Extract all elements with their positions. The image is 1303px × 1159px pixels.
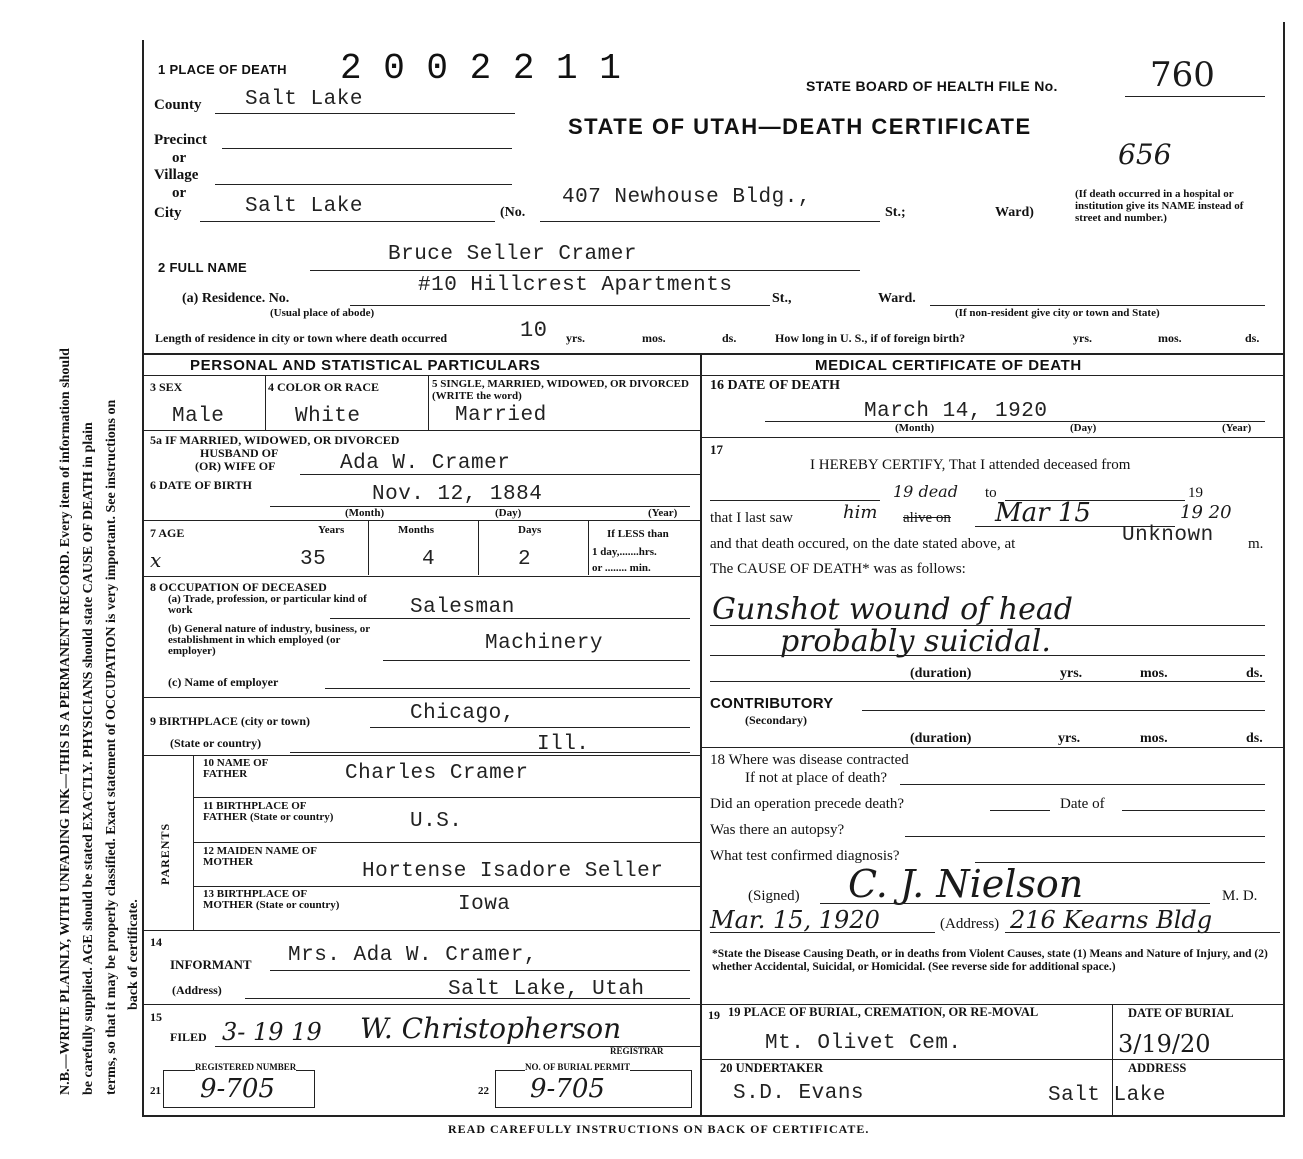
- cause-underline-2: [710, 655, 1265, 656]
- right-border: [1283, 22, 1285, 1117]
- filed-num: 15: [150, 1010, 162, 1024]
- footnote: *State the Disease Causing Death, or in deaths from Violent Causes, state (1) Means and Nature of Injury, and (2) whether Accidental, Suicidal, or Homicidal. (See reverse side for additional space.): [712, 948, 1268, 973]
- contracted-line: [900, 784, 1265, 785]
- header-underline: [142, 375, 1284, 376]
- burial-value: Mt. Olivet Cem.: [765, 1032, 962, 1055]
- foreign-label: How long in U. S., if of foreign birth?: [775, 331, 966, 345]
- informant-line: [270, 970, 690, 971]
- duration-1: (duration): [910, 666, 972, 681]
- margin-line-2: be carefully supplied. AGE should be stated EXACTLY. PHYSICIANS should state CAUSE OF DEATH in plain: [81, 422, 96, 1095]
- dob-month: (Month): [345, 507, 385, 519]
- city-line: [200, 221, 495, 222]
- length-value: 10: [520, 318, 548, 343]
- or-2: or: [172, 185, 187, 201]
- mother-value: Hortense Isadore Seller: [362, 860, 664, 883]
- not-place-label: If not at place of death?: [745, 770, 888, 786]
- row-line-7: [142, 930, 700, 931]
- registered-number-label: REGISTERED NUMBER: [195, 1062, 297, 1072]
- burial-date-label: DATE OF BURIAL: [1128, 1006, 1234, 1020]
- marital-value: Married: [455, 404, 547, 427]
- dob-line: [270, 506, 690, 507]
- unknown-value: Unknown: [1122, 524, 1214, 547]
- ds-1: ds.: [1246, 666, 1263, 681]
- footer-instructions: READ CAREFULLY INSTRUCTIONS ON BACK OF CERTIFICATE.: [448, 1122, 870, 1136]
- signed-label: (Signed): [748, 888, 800, 904]
- birthplace-label: 9 BIRTHPLACE (city or town): [150, 714, 311, 728]
- margin-line-4: back of certificate.: [126, 899, 141, 1010]
- color-value: White: [295, 405, 361, 428]
- cause-label: The CAUSE OF DEATH* was as follows:: [710, 561, 966, 577]
- residence-ward-line: [930, 305, 1265, 306]
- signed-line: [820, 903, 1210, 904]
- operation-label: Did an operation precede death?: [710, 796, 905, 812]
- filed-label: FILED: [170, 1030, 207, 1044]
- occupation-line: [330, 618, 690, 619]
- occupation-label: 8 OCCUPATION OF DECEASED: [150, 580, 327, 594]
- death-occurred-label: and that death occured, on the date stated above, at: [710, 536, 1016, 552]
- foreign-ds: ds.: [1245, 331, 1260, 345]
- spouse-label-2: HUSBAND OF: [200, 446, 279, 460]
- residence-st: St.,: [772, 291, 792, 306]
- margin-line-1: N.B.—WRITE PLAINLY, WITH UNFADING INK—THIS IS A PERMANENT RECORD. Every item of information should: [58, 348, 73, 1095]
- informant-address-line: [245, 998, 690, 999]
- document-title: STATE OF UTAH—DEATH CERTIFICATE: [568, 114, 1032, 139]
- n19: 19: [708, 1008, 720, 1022]
- row-line-3: [142, 520, 700, 521]
- county-value: Salt Lake: [245, 88, 363, 111]
- length-ds: ds.: [722, 331, 737, 345]
- duration-2: (duration): [910, 731, 972, 746]
- med-row-line-2: [700, 747, 1284, 748]
- death-year: (Year): [1222, 422, 1252, 434]
- father-label: 10 NAME OF FATHER: [203, 757, 268, 780]
- birth-state: Ill.: [537, 733, 590, 756]
- full-name-line: [310, 270, 860, 271]
- from-value: 19 dead: [893, 482, 958, 501]
- hospital-note: (If death occurred in a hospital or institution give its NAME instead of street and number.): [1075, 188, 1244, 224]
- industry-line: [383, 660, 690, 661]
- city-label: City: [154, 205, 182, 221]
- mos-1: mos.: [1140, 666, 1168, 681]
- residence-ward: Ward.: [878, 291, 916, 306]
- foreign-mos: mos.: [1158, 331, 1182, 345]
- ds-2: ds.: [1246, 731, 1263, 746]
- street-line: [540, 221, 880, 222]
- age-label: 7 AGE: [150, 526, 185, 540]
- row-line-1: [142, 430, 700, 431]
- years-label: Years: [318, 524, 345, 536]
- secondary-label: (Secondary): [745, 713, 807, 727]
- months-label: Months: [398, 524, 435, 536]
- registrar-signature: W. Christopherson: [360, 1012, 622, 1045]
- sex-label: 3 SEX: [150, 380, 183, 394]
- informant-num: 14: [150, 935, 162, 949]
- contracted-label: 18 Where was disease contracted: [710, 752, 909, 768]
- informant-address-label: (Address): [172, 983, 222, 997]
- burial-label: 19 PLACE OF BURIAL, CREMATION, OR RE-MOVAL: [728, 1005, 1039, 1019]
- test-label: What test confirmed diagnosis?: [710, 848, 900, 864]
- row-line-5: [142, 697, 700, 698]
- left-border: [142, 40, 144, 1115]
- him-value: him: [843, 502, 878, 523]
- street-value: 407 Newhouse Bldg.,: [562, 186, 811, 209]
- cause-line-1: Gunshot wound of head: [712, 592, 1073, 627]
- yrs-1: yrs.: [1060, 666, 1083, 681]
- undertaker-label: 20 UNDERTAKER: [720, 1061, 824, 1075]
- from-line: [710, 500, 880, 501]
- spouse-label-1: 5a IF MARRIED, WIDOWED, OR DIVORCED: [150, 433, 400, 447]
- operation-line: [990, 810, 1050, 811]
- n21: 21: [150, 1085, 161, 1097]
- n17: 17: [710, 442, 723, 457]
- saw-year: 19 20: [1180, 502, 1232, 523]
- section-divider: [142, 353, 1284, 355]
- med-row-line-3: [700, 1059, 1284, 1060]
- or-min: or ........ min.: [592, 562, 651, 574]
- dob-label: 6 DATE OF BIRTH: [150, 478, 252, 492]
- to-label: to: [985, 485, 997, 501]
- residence-label: (a) Residence. No.: [182, 291, 290, 306]
- mos-2: mos.: [1140, 731, 1168, 746]
- duration-line-1: [710, 681, 1265, 682]
- birth-state-line: [290, 752, 690, 753]
- signed-date: Mar. 15, 1920: [710, 906, 880, 934]
- age-years: 35: [300, 548, 327, 571]
- length-mos: mos.: [642, 331, 666, 345]
- father-birth-value: U.S.: [410, 810, 463, 833]
- informant-value: Mrs. Ada W. Cramer,: [288, 944, 537, 967]
- date-of-line: [1122, 810, 1265, 811]
- mother-label: 12 MAIDEN NAME OF MOTHER: [203, 845, 317, 868]
- to-year: 19: [1188, 485, 1203, 501]
- age-days: 2: [518, 548, 532, 571]
- color-divider: [428, 375, 429, 430]
- burial-permit-label: NO. OF BURIAL PERMIT: [525, 1062, 631, 1072]
- father-birth-label: 11 BIRTHPLACE OF FATHER (State or country): [203, 800, 334, 823]
- age-divider-1: [368, 520, 369, 575]
- birth-city: Chicago,: [410, 702, 515, 725]
- sex-value: Male: [172, 405, 225, 428]
- informant-label: INFORMANT: [170, 957, 252, 972]
- death-month: (Month): [895, 422, 935, 434]
- margin-line-3: terms, so that it may be properly classified. Exact statement of OCCUPATION is very important. See instructions on: [104, 399, 119, 1095]
- color-label: 4 COLOR OR RACE: [268, 380, 380, 394]
- place-of-death-label: 1 PLACE OF DEATH: [158, 62, 287, 77]
- informant-address: Salt Lake, Utah: [448, 978, 645, 1001]
- certificate-number: 2 0 0 2 2 1 1: [340, 48, 621, 89]
- date-of-label: Date of: [1060, 796, 1105, 812]
- full-name-label: 2 FULL NAME: [158, 260, 248, 275]
- saw-date: Mar 15: [995, 498, 1091, 528]
- length-label: Length of residence in city or town where death occurred: [155, 331, 448, 345]
- registrar-label: REGISTRAR: [610, 1046, 664, 1056]
- autopsy-line: [905, 836, 1265, 837]
- bottom-border: [142, 1115, 1284, 1117]
- less-than: If LESS than: [607, 528, 669, 540]
- filed-date: 3- 19 19: [222, 1018, 322, 1046]
- sex-divider: [265, 375, 266, 430]
- days-label: Days: [518, 524, 542, 536]
- row-line-6: [142, 755, 700, 756]
- mother-line: [193, 886, 700, 887]
- spouse-label-3: (OR) WIFE OF: [195, 459, 276, 473]
- cause-line-2: probably suicidal.: [780, 624, 1051, 659]
- file-number: 760: [1150, 55, 1215, 95]
- autopsy-label: Was there an autopsy?: [710, 822, 845, 838]
- medical-header: MEDICAL CERTIFICATE OF DEATH: [815, 357, 1082, 374]
- address-line: [1005, 932, 1280, 933]
- contrib-line: [862, 710, 1265, 711]
- street-no-label: (No.: [500, 205, 526, 220]
- dob-value: Nov. 12, 1884: [372, 483, 543, 506]
- mother-birth-label: 13 BIRTHPLACE OF MOTHER (State or country): [203, 888, 340, 911]
- age-months: 4: [422, 548, 436, 571]
- spouse-value: Ada W. Cramer: [340, 452, 511, 475]
- death-date-value: March 14, 1920: [864, 400, 1048, 423]
- m-label: m.: [1248, 536, 1264, 552]
- undertaker-value: S.D. Evans: [733, 1082, 865, 1105]
- burial-permit: 9-705: [530, 1074, 605, 1104]
- age-divider-2: [478, 520, 479, 575]
- signed-date-line: [710, 932, 935, 933]
- occupation-value: Salesman: [410, 596, 515, 619]
- father-value: Charles Cramer: [345, 762, 529, 785]
- full-name-value: Bruce Seller Cramer: [388, 243, 637, 266]
- village-line: [215, 184, 512, 185]
- occupation-b-label: (b) General nature of industry, business, or establishment in which employed (or employer): [168, 623, 370, 657]
- industry-value: Machinery: [485, 632, 603, 655]
- personal-header: PERSONAL AND STATISTICAL PARTICULARS: [190, 357, 541, 374]
- registered-number: 9-705: [200, 1074, 275, 1104]
- burial-divider: [1112, 1004, 1113, 1059]
- undertaker-address-label: ADDRESS: [1128, 1061, 1187, 1075]
- birth-state-label: (State or country): [170, 736, 262, 750]
- med-row-line-1: [700, 437, 1284, 438]
- md-label: M. D.: [1222, 888, 1258, 904]
- certify-text: I HEREBY CERTIFY, That I attended deceased from: [810, 457, 1131, 473]
- residence-value: #10 Hillcrest Apartments: [418, 274, 733, 297]
- column-divider: [700, 353, 702, 1115]
- age-mark: x: [150, 548, 162, 572]
- county-label: County: [154, 97, 202, 113]
- county-line: [215, 113, 515, 114]
- abode-note: (Usual place of abode): [270, 307, 375, 319]
- dob-day: (Day): [495, 507, 522, 519]
- occupation-a-label: (a) Trade, profession, or particular kind of work: [168, 593, 367, 616]
- handwritten-number: 656: [1118, 138, 1172, 171]
- village-label: Village: [154, 167, 199, 183]
- precinct-label: Precinct: [154, 132, 208, 148]
- or-1: or: [172, 150, 187, 166]
- precinct-line: [222, 148, 512, 149]
- father-line: [193, 797, 700, 798]
- alive-on: alive on: [903, 510, 951, 526]
- death-date-line: [765, 421, 1265, 422]
- dob-year: (Year): [648, 507, 678, 519]
- file-line: [1125, 96, 1265, 97]
- birth-city-line: [370, 727, 690, 728]
- file-label: STATE BOARD OF HEALTH FILE No.: [806, 78, 1058, 94]
- employer-line: [325, 688, 690, 689]
- row-line-2: [300, 474, 700, 475]
- length-yrs: yrs.: [566, 331, 585, 345]
- death-date-label: 16 DATE OF DEATH: [710, 378, 841, 393]
- st-label: St.;: [885, 205, 906, 220]
- city-value: Salt Lake: [245, 195, 363, 218]
- parents-label: PARENTS: [158, 822, 172, 885]
- employer-label: (c) Name of employer: [168, 675, 279, 689]
- contributory-label: CONTRIBUTORY: [710, 695, 834, 712]
- last-saw-label: that I last saw: [710, 510, 793, 526]
- mother-birth-value: Iowa: [458, 893, 511, 916]
- death-day: (Day): [1070, 422, 1097, 434]
- residence-line: [350, 305, 770, 306]
- nonresident-note: (If non-resident give city or town and State): [955, 307, 1160, 319]
- one-day: 1 day,.......hrs.: [592, 546, 657, 558]
- yrs-2: yrs.: [1058, 731, 1081, 746]
- physician-signature: C. J. Nielson: [848, 862, 1084, 906]
- n22: 22: [478, 1085, 489, 1097]
- age-divider-3: [588, 520, 589, 575]
- burial-date: 3/19/20: [1118, 1030, 1211, 1058]
- physician-address: 216 Kearns Bldg: [1010, 906, 1213, 934]
- undertaker-address: Salt Lake: [1048, 1084, 1166, 1107]
- address-label: (Address): [940, 916, 1000, 932]
- marital-label: 5 SINGLE, MARRIED, WIDOWED, OR DIVORCED (WRITE the word): [432, 378, 689, 402]
- father-birth-line: [193, 842, 700, 843]
- foreign-yrs: yrs.: [1073, 331, 1092, 345]
- row-line-4: [142, 576, 700, 577]
- ward-label: Ward): [995, 205, 1034, 220]
